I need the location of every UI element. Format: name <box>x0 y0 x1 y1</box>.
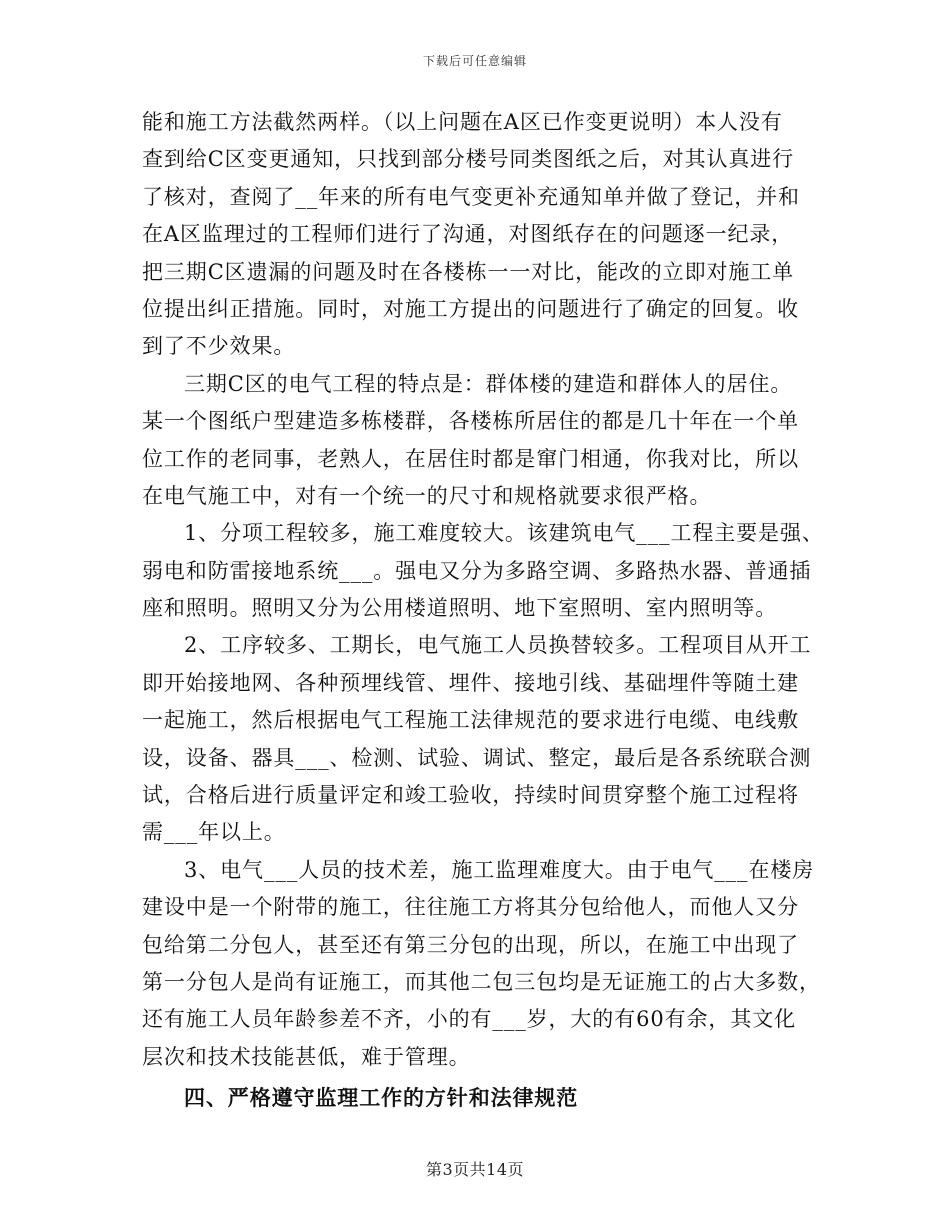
text-line: 需___年以上。 <box>142 820 286 845</box>
paragraph-start-line: 3、电气___人员的技术差，施工监理难度大。由于电气___在楼房 <box>184 857 815 882</box>
text-line: 层次和技术技能甚低，难于管理。 <box>142 1044 471 1069</box>
text-line: 位提出纠正措施。同时，对施工方提出的问题进行了确定的回复。收 <box>142 296 799 321</box>
text-line: 在A区监理过的工程师们进行了沟通，对图纸存在的问题逐一纪录， <box>142 222 794 247</box>
text-line: 在电气施工中，对有一个统一的尺寸和规格就要求很严格。 <box>142 483 712 508</box>
text-line: 包给第二分包人，甚至还有第三分包的出现，所以，在施工中出现了 <box>142 932 799 957</box>
text-line: 位工作的老同事，老熟人，在居住时都是窜门相通，你我对比，所以 <box>142 446 799 471</box>
section-heading: 四、严格遵守监理工作的方针和法律规范 <box>184 1085 579 1111</box>
text-line: 设，设备、器具___、检测、试验、调试、整定，最后是各系统联合测 <box>142 745 812 770</box>
text-line: 试，合格后进行质量评定和竣工验收，持续时间贯穿整个施工过程将 <box>142 783 799 808</box>
paragraph-start-line: 2、工序较多、工期长，电气施工人员换替较多。工程项目从开工 <box>184 633 812 658</box>
document-body <box>142 104 824 1118</box>
text-line: 还有施工人员年龄参差不齐，小的有___岁，大的有60有余，其文化 <box>142 1007 797 1032</box>
page-header: 下载后可任意编辑 <box>422 54 527 68</box>
page-number-footer: 第3页共14页 <box>425 1160 525 1179</box>
text-line: 即开始接地网、各种预埋线管、埋件、接地引线、基础埋件等随土建 <box>142 670 799 695</box>
text-line: 能和施工方法截然两样。（以上问题在A区已作变更说明）本人没有 <box>142 110 783 134</box>
text-line: 到了不少效果。 <box>142 334 296 359</box>
text-line: 把三期C区遗漏的问题及时在各楼栋一一对比，能改的立即对施工单 <box>142 259 795 284</box>
paragraph-start-line: 1、分项工程较多，施工难度较大。该建筑电气___工程主要是强、 <box>184 521 824 546</box>
text-line: 了核对，查阅了__年来的所有电气变更补充通知单并做了登记，并和 <box>142 184 800 209</box>
text-line: 建设中是一个附带的施工，往往施工方将其分包给他人，而他人又分 <box>142 895 799 920</box>
text-line: 查到给C区变更通知，只找到部分楼号同类图纸之后，对其认真进行 <box>142 147 795 172</box>
text-line: 座和照明。照明又分为公用楼道照明、地下室照明、室内照明等。 <box>142 596 778 621</box>
text-line: 某一个图纸户型建造多栋楼群，各楼栋所居住的都是几十年在一个单 <box>142 409 799 434</box>
paragraph-start-line: 三期C区的电气工程的特点是：群体楼的建造和群体人的居住。 <box>184 371 793 396</box>
text-line: 弱电和防雷接地系统___。强电又分为多路空调、多路热水器、普通插 <box>142 558 812 583</box>
text-line: 一起施工，然后根据电气工程施工法律规范的要求进行电缆、电线敷 <box>142 708 799 733</box>
text-line: 第一分包人是尚有证施工，而其他二包三包均是无证施工的占大多数， <box>142 969 821 994</box>
